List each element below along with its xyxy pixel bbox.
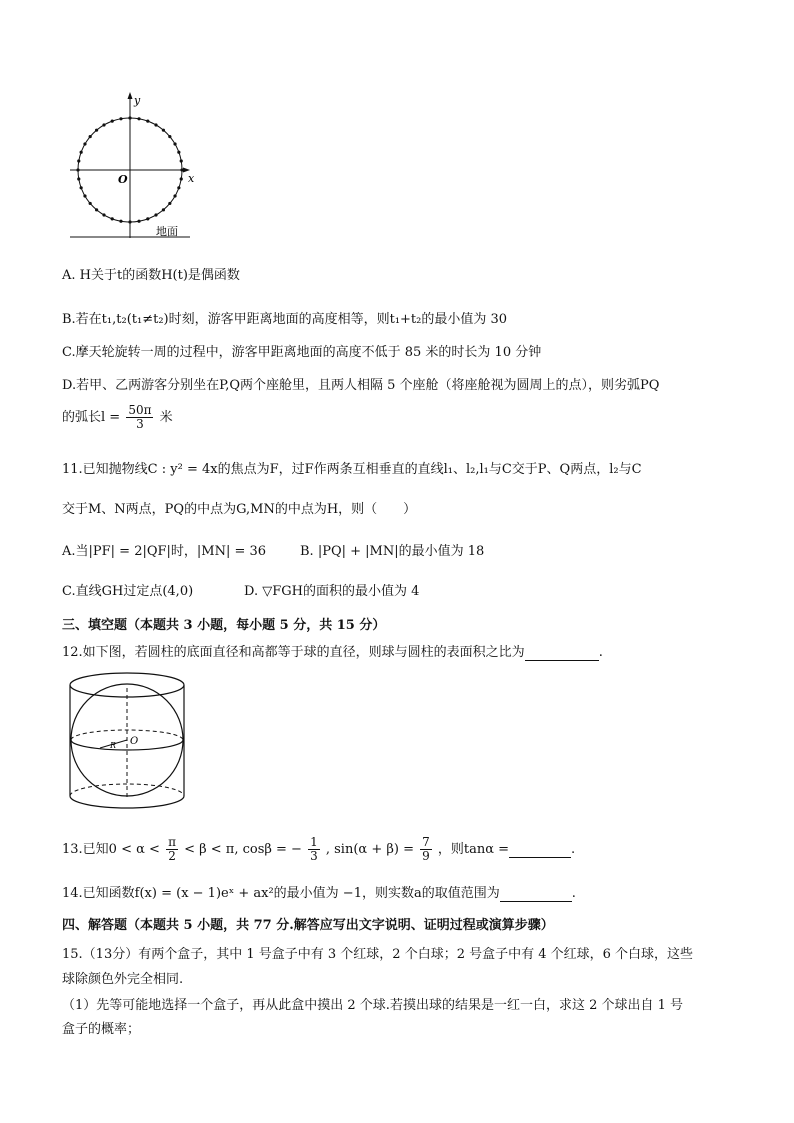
q12-end: . (598, 645, 603, 660)
arc-length-prefix: 的弧长l = (62, 410, 121, 425)
cylinder-top-ellipse (70, 673, 184, 697)
q13-suffix: ，则tanα = (437, 842, 510, 857)
q15-line1: 15.（13分）有两个盒子，其中 1 号盒子中有 3 个红球，2 个白球；2 号盒子中有 4 个红球，6 个白球，这些 (62, 947, 694, 962)
q14-answer-blank[interactable] (500, 886, 572, 902)
fraction-denominator: 2 (168, 849, 176, 863)
seat-dot (180, 177, 183, 180)
q15-line3: （1）先等可能地选择一个盒子，再从此盒中摸出 2 个球.若摸出球的结果是一红一白，求这 2 个球出自 1 号 (62, 998, 684, 1013)
q13-fraction-1-3 (308, 836, 320, 863)
seat-dot (77, 159, 80, 162)
seat-dot (102, 123, 105, 126)
fraction-numerator: 50π (128, 403, 152, 417)
ferris-wheel-figure (62, 92, 202, 242)
seat-dot (89, 135, 92, 138)
seat-dot (119, 220, 122, 223)
y-axis-label: y (134, 94, 141, 107)
q13-stem (62, 836, 575, 863)
q15-line4: 盒子的概率； (62, 1022, 141, 1037)
q13-fraction-pi-2 (166, 836, 178, 863)
q10-option-d-line1: D.若甲、乙两游客分别坐在P,Q两个座舱里，且两人相隔 5 个座舱（将座舱视为圆周上的点），则劣弧PQ (62, 378, 660, 393)
seat-dot (128, 220, 131, 223)
q15-line2: 球除颜色外完全相同. (62, 972, 184, 987)
fraction-denominator: 3 (310, 849, 318, 863)
seat-dot (177, 151, 180, 154)
seat-dot (119, 117, 122, 120)
q13-mid: < β < π, cosβ = − (184, 842, 302, 857)
seat-dot (162, 129, 165, 132)
fraction-numerator: 1 (310, 835, 318, 849)
seat-dot (162, 208, 165, 211)
seat-dot (177, 186, 180, 189)
q12-stem (62, 641, 603, 661)
seat-dot (111, 120, 114, 123)
q11-option-c: C.直线GH过定点(4,0) (62, 584, 194, 599)
seat-dot (137, 117, 140, 120)
q12-answer-blank[interactable] (525, 645, 599, 661)
seat-dot (76, 168, 79, 171)
q13-prefix: 13.已知0 < α < (62, 842, 160, 857)
seat-dot (173, 142, 176, 145)
seat-dot (168, 202, 171, 205)
q10-option-a: A. H关于t的函数H(t)是偶函数 (62, 268, 240, 283)
seat-dot (95, 129, 98, 132)
seat-dot (180, 159, 183, 162)
seat-dot (146, 120, 149, 123)
arc-length-fraction (126, 404, 153, 431)
q13-answer-blank[interactable] (509, 842, 571, 858)
seat-dot (83, 142, 86, 145)
ground-label: 地面 (156, 225, 178, 238)
seat-dot (95, 208, 98, 211)
seat-dot (146, 217, 149, 220)
q14-stem (62, 882, 576, 902)
section-3-title: 三、填空题（本题共 3 小题，每小题 5 分，共 15 分） (62, 618, 386, 633)
seat-dot (80, 151, 83, 154)
seat-dot (80, 186, 83, 189)
seat-dot (180, 168, 183, 171)
cylinder-sphere-figure (64, 668, 194, 814)
center-label: O (130, 736, 139, 747)
q11-stem-line1: 11.已知抛物线C : y² = 4x的焦点为F，过F作两条互相垂直的直线l₁、l₂,l₁与C交于P、Q两点，l₂与C (62, 462, 642, 477)
section-4-title: 四、解答题（本题共 5 小题，共 77 分.解答应写出文字说明、证明过程或演算步骤） (62, 918, 554, 933)
seat-dot (77, 177, 80, 180)
q10-option-b: B.若在t₁,t₂(t₁≠t₂)时刻，游客甲距离地面的高度相等，则t₁+t₂的最小值为 30 (62, 312, 508, 327)
seat-dot (154, 213, 157, 216)
y-axis-arrow (128, 92, 133, 99)
seat-dot (102, 213, 105, 216)
q13-end: . (571, 842, 576, 857)
seat-dot (89, 202, 92, 205)
seat-dot (168, 135, 171, 138)
q11-stem-line2: 交于M、N两点，PQ的中点为G,MN的中点为H，则（ ） (62, 502, 417, 517)
fraction-denominator: 9 (422, 849, 430, 863)
q11-option-b: B. |PQ| + |MN|的最小值为 18 (300, 544, 485, 559)
arc-length-unit: 米 (159, 410, 173, 425)
q13-mid2: , sin(α + β) = (325, 842, 414, 857)
q11-option-a: A.当|PF| = 2|QF|时，|MN| = 36 (62, 544, 267, 559)
q10-option-c: C.摩天轮旋转一周的过程中，游客甲距离地面的高度不低于 85 米的时长为 10 分钟 (62, 345, 542, 360)
fraction-numerator: π (168, 835, 176, 849)
q14-text: 14.已知函数f(x) = (x − 1)eˣ + ax²的最小值为 −1，则实数a的取值范围为 (62, 886, 500, 901)
seat-dot (83, 194, 86, 197)
cylinder-bottom-front (70, 796, 184, 808)
seat-dot (173, 194, 176, 197)
x-axis-label: x (188, 172, 195, 185)
q10-option-d-line2 (62, 404, 173, 431)
seat-dot (154, 123, 157, 126)
fraction-numerator: 7 (422, 835, 430, 849)
radius-label: R (110, 741, 117, 750)
q11-option-d: D. ▽FGH的面积的最小值为 4 (244, 584, 420, 599)
seat-dot (111, 217, 114, 220)
seat-dot (137, 220, 140, 223)
origin-label: O (118, 173, 128, 186)
q14-end: . (571, 886, 576, 901)
fraction-denominator: 3 (136, 417, 144, 431)
q12-text: 12.如下图，若圆柱的底面直径和高都等于球的直径，则球与圆柱的表面积之比为 (62, 645, 525, 660)
seat-dot (128, 116, 131, 119)
q13-fraction-7-9 (420, 836, 432, 863)
